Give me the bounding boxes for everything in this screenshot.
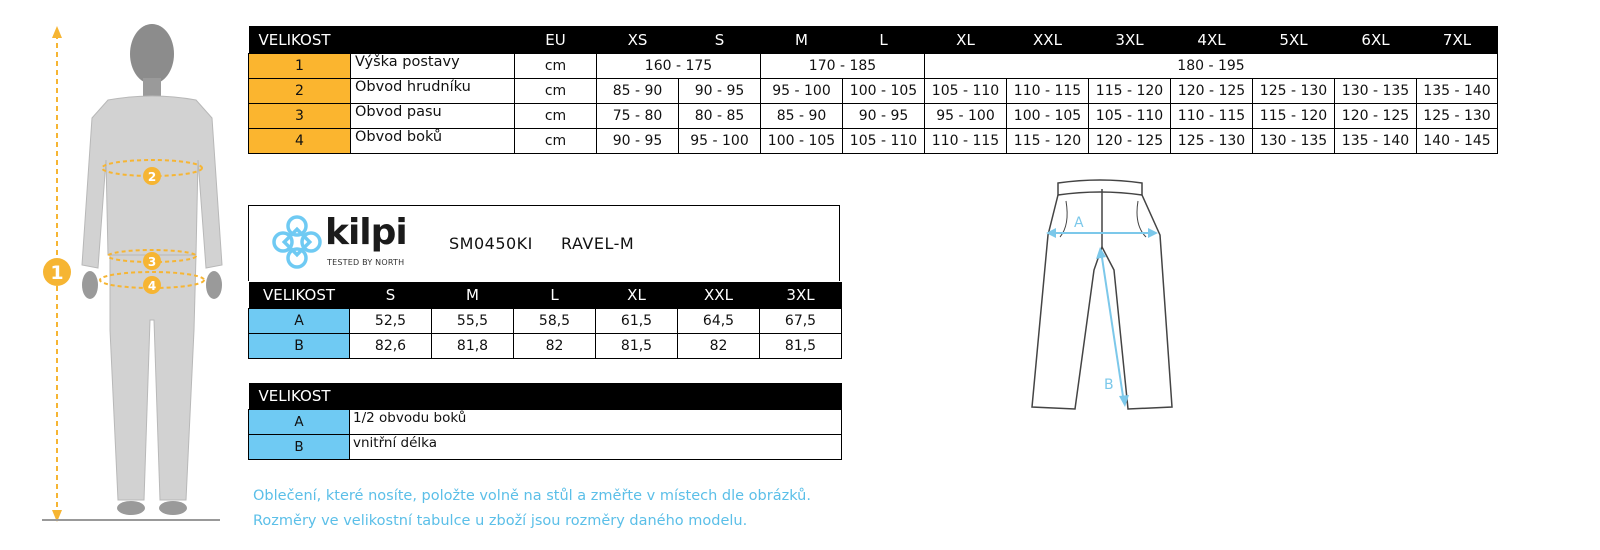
header-cell: S: [679, 26, 761, 54]
product-name: RAVEL-M: [561, 234, 635, 253]
value-cell: 100 - 105: [1007, 104, 1089, 129]
header-cell: L: [514, 282, 596, 309]
header-cell: M: [432, 282, 514, 309]
value-cell: 67,5: [760, 309, 842, 334]
header-cell: 6XL: [1335, 26, 1417, 54]
value-cell: 95 - 100: [679, 129, 761, 154]
header-cell: XL: [596, 282, 678, 309]
value-cell: 135 - 140: [1417, 79, 1498, 104]
header-cell: XXL: [678, 282, 760, 309]
value-cell: 115 - 120: [1007, 129, 1089, 154]
value-cell: 100 - 105: [843, 79, 925, 104]
value-cell: 55,5: [432, 309, 514, 334]
value-cell: 105 - 110: [1089, 104, 1171, 129]
row-number: 4: [249, 129, 351, 154]
legend-header: [249, 383, 842, 410]
row-number: 2: [249, 79, 351, 104]
row-label: Obvod boků: [351, 129, 515, 154]
value-cell: 120 - 125: [1089, 129, 1171, 154]
unit-cell: cm: [515, 104, 597, 129]
value-cell: 135 - 140: [1335, 129, 1417, 154]
product-header: [248, 205, 840, 281]
value-cell: 100 - 105: [761, 129, 843, 154]
pants-measurement-diagram: [1020, 175, 1190, 420]
svg-text:3: 3: [147, 255, 157, 269]
value-cell: 82: [678, 334, 760, 359]
header-cell: XL: [925, 26, 1007, 54]
body-measurement-figure: [0, 0, 240, 550]
pants-label-b: B: [1104, 377, 1114, 393]
table-row: [249, 54, 1498, 79]
value-cell: 90 - 95: [843, 104, 925, 129]
row-number: 3: [249, 104, 351, 129]
value-cell: 120 - 125: [1335, 104, 1417, 129]
table-row: [249, 129, 1498, 154]
unit-cell: cm: [515, 79, 597, 104]
measure-header: [249, 282, 842, 309]
table-row: [249, 334, 842, 359]
value-cell: 115 - 120: [1253, 104, 1335, 129]
value-cell: 110 - 115: [1007, 79, 1089, 104]
value-cell: 170 - 185: [761, 54, 925, 79]
pants-label-a: A: [1074, 215, 1084, 231]
value-cell: 61,5: [596, 309, 678, 334]
svg-text:1: 1: [50, 262, 64, 284]
value-cell: 105 - 110: [843, 129, 925, 154]
header-cell: VELIKOST: [249, 282, 350, 309]
row-description: 1/2 obvodu boků: [350, 410, 842, 435]
value-cell: 85 - 90: [597, 79, 679, 104]
header-cell: 3XL: [760, 282, 842, 309]
row-number: 1: [249, 54, 351, 79]
value-cell: 125 - 130: [1417, 104, 1498, 129]
hips-marker: [143, 276, 161, 294]
value-cell: 95 - 100: [761, 79, 843, 104]
size-chart-table: [248, 26, 1498, 154]
value-cell: 120 - 125: [1171, 79, 1253, 104]
table-row: [249, 435, 842, 460]
row-description: vnitřní délka: [350, 435, 842, 460]
value-cell: 180 - 195: [925, 54, 1498, 79]
value-cell: 90 - 95: [679, 79, 761, 104]
waist-marker: [143, 252, 161, 270]
header-cell: VELIKOST: [249, 383, 842, 410]
brand-tagline: TESTED BY NORTH: [327, 258, 405, 267]
header-cell: XS: [597, 26, 679, 54]
brand-name: kilpi: [325, 212, 407, 253]
model-size-note: Rozměry ve velikostní tabulce u zboží jsou rozměry daného modelu.: [253, 513, 748, 529]
value-cell: 81,5: [596, 334, 678, 359]
header-cell: XXL: [1007, 26, 1089, 54]
row-label: Obvod pasu: [351, 104, 515, 129]
value-cell: 95 - 100: [925, 104, 1007, 129]
value-cell: 160 - 175: [597, 54, 761, 79]
row-label: B: [249, 435, 350, 460]
header-cell: VELIKOST: [249, 26, 351, 54]
value-cell: 82: [514, 334, 596, 359]
header-cell: L: [843, 26, 925, 54]
header-cell: 4XL: [1171, 26, 1253, 54]
row-label: A: [249, 410, 350, 435]
row-label: B: [249, 334, 350, 359]
value-cell: 140 - 145: [1417, 129, 1498, 154]
value-cell: 64,5: [678, 309, 760, 334]
height-marker: [43, 258, 71, 286]
row-label: A: [249, 309, 350, 334]
table-row: [249, 410, 842, 435]
value-cell: 130 - 135: [1335, 79, 1417, 104]
header-cell: 7XL: [1417, 26, 1498, 54]
value-cell: 115 - 120: [1089, 79, 1171, 104]
header-cell: M: [761, 26, 843, 54]
value-cell: 58,5: [514, 309, 596, 334]
product-measurement-table: [248, 282, 842, 359]
header-cell: 5XL: [1253, 26, 1335, 54]
value-cell: 105 - 110: [925, 79, 1007, 104]
unit-cell: cm: [515, 129, 597, 154]
row-label: Obvod hrudníku: [351, 79, 515, 104]
value-cell: 125 - 130: [1171, 129, 1253, 154]
value-cell: 75 - 80: [597, 104, 679, 129]
table-row: [249, 104, 1498, 129]
value-cell: 110 - 115: [1171, 104, 1253, 129]
header-cell: 3XL: [1089, 26, 1171, 54]
product-code: SM0450KI: [449, 234, 533, 253]
svg-text:2: 2: [147, 170, 157, 184]
value-cell: 52,5: [350, 309, 432, 334]
value-cell: 80 - 85: [679, 104, 761, 129]
row-label: Výška postavy: [351, 54, 515, 79]
value-cell: 85 - 90: [761, 104, 843, 129]
value-cell: 82,6: [350, 334, 432, 359]
value-cell: 81,8: [432, 334, 514, 359]
value-cell: 110 - 115: [925, 129, 1007, 154]
svg-text:4: 4: [147, 279, 157, 293]
value-cell: 90 - 95: [597, 129, 679, 154]
header-cell: EU: [515, 26, 597, 54]
table-row: [249, 309, 842, 334]
value-cell: 130 - 135: [1253, 129, 1335, 154]
header-cell: [351, 26, 515, 54]
value-cell: 125 - 130: [1253, 79, 1335, 104]
unit-cell: cm: [515, 54, 597, 79]
measurement-legend-table: [248, 383, 842, 460]
value-cell: 81,5: [760, 334, 842, 359]
table-row: [249, 79, 1498, 104]
chest-marker: [143, 167, 161, 185]
header-cell: S: [350, 282, 432, 309]
kilpi-knot-logo-icon: [269, 212, 325, 272]
size-chart-header: [249, 26, 1498, 54]
measuring-note: Oblečení, které nosíte, položte volně na stůl a změřte v místech dle obrázků.: [253, 488, 811, 504]
